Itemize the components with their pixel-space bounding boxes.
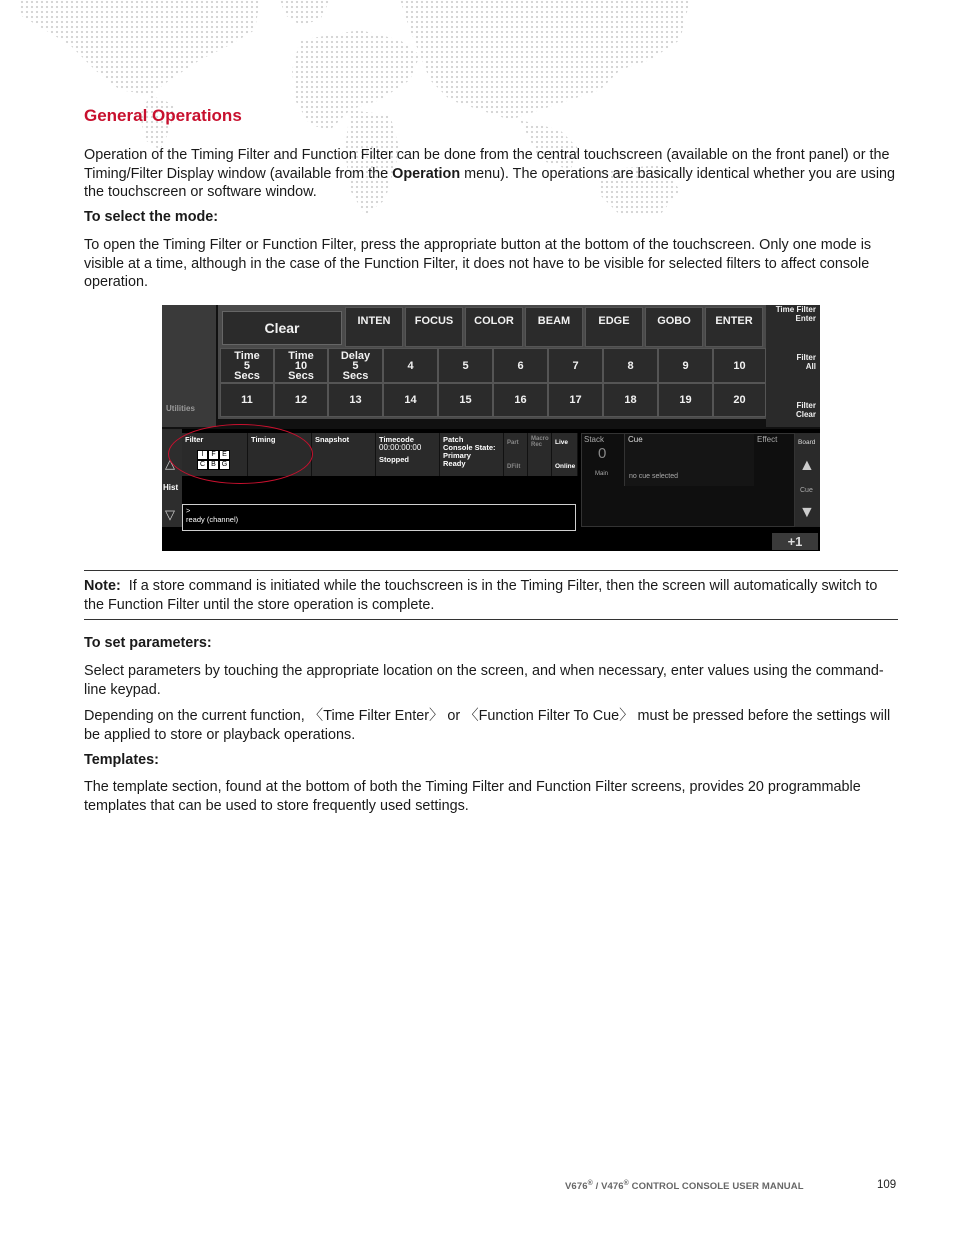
template-button-20[interactable]: 20 bbox=[713, 383, 766, 417]
intro-bold-operation: Operation bbox=[392, 165, 461, 182]
intro-paragraph bbox=[84, 146, 898, 202]
board-column bbox=[795, 433, 820, 527]
down-triangle-icon[interactable]: ▽ bbox=[165, 507, 175, 522]
footer-sep: / V476 bbox=[592, 1181, 624, 1193]
time-filter-enter-line1: Time Filter bbox=[775, 305, 816, 314]
template-1-line1: Time bbox=[234, 349, 260, 362]
intro-text-before: Operation of the Timing Filter and Function Filter can be done from the central touchscreen (available on the front panel) or the Timing/Filter Display window (available from the bbox=[84, 147, 890, 182]
category-beam-button[interactable]: BEAM bbox=[525, 307, 583, 347]
rec-label: Rec bbox=[531, 442, 543, 448]
command-prompt: > bbox=[186, 506, 191, 515]
category-gobo-button[interactable]: GOBO bbox=[645, 307, 703, 347]
stack-value: 0 bbox=[598, 445, 607, 462]
note-label: Note: bbox=[84, 578, 121, 594]
command-status: ready (channel) bbox=[186, 515, 239, 524]
template-2-line1: Time bbox=[288, 349, 314, 362]
template-button-17[interactable]: 17 bbox=[548, 383, 603, 417]
category-edge-button[interactable]: EDGE bbox=[585, 307, 643, 347]
template-button-11[interactable]: 11 bbox=[220, 383, 274, 417]
filter-all-line2: All bbox=[805, 361, 816, 371]
set-params-title: To set parameters: bbox=[84, 635, 212, 651]
part-label: Part bbox=[507, 440, 519, 446]
timecode-tab[interactable] bbox=[376, 433, 440, 476]
main-label: Main bbox=[595, 471, 609, 477]
filter-grid-f: F bbox=[208, 450, 219, 460]
template-button-3[interactable] bbox=[328, 348, 383, 383]
command-line[interactable] bbox=[182, 504, 576, 531]
playback-stack-area bbox=[581, 433, 795, 527]
console-state-ready: Ready bbox=[443, 459, 466, 468]
filter-all-line1: Filter bbox=[796, 353, 816, 362]
filter-grid-i: I bbox=[197, 450, 208, 460]
template-1-line3: Secs bbox=[234, 369, 260, 382]
patch-label: Patch bbox=[443, 435, 464, 444]
timecode-label: Timecode bbox=[379, 435, 414, 444]
cue-panel bbox=[624, 434, 754, 486]
note-text: If a store command is initiated while the touchscreen is in the Timing Filter, then the screen will automatically switch to the Function Filter until the store operation is complete. bbox=[84, 578, 878, 613]
cue-small-label: Cue bbox=[800, 487, 813, 494]
category-focus-button[interactable]: FOCUS bbox=[405, 307, 463, 347]
macro-rec-button[interactable] bbox=[528, 433, 552, 476]
timecode-value: 00:00:00:00 bbox=[379, 443, 422, 452]
templates-title: Templates: bbox=[84, 752, 159, 768]
up-triangle-icon[interactable]: △ bbox=[165, 456, 175, 471]
section-heading: General Operations bbox=[84, 106, 242, 125]
live-label: Live bbox=[555, 439, 569, 446]
template-button-2[interactable] bbox=[274, 348, 328, 383]
template-button-4[interactable]: 4 bbox=[383, 348, 438, 383]
filter-clear-line1: Filter bbox=[796, 401, 816, 410]
select-mode-title: To select the mode: bbox=[84, 209, 219, 225]
footer-rest: CONTROL CONSOLE USER MANUAL bbox=[628, 1181, 804, 1193]
category-color-button[interactable]: COLOR bbox=[465, 307, 523, 347]
template-button-12[interactable]: 12 bbox=[274, 383, 328, 417]
timecode-state: Stopped bbox=[379, 455, 409, 464]
note-top-rule bbox=[84, 570, 898, 571]
filter-tab-label: Filter bbox=[185, 435, 204, 444]
timing-tab[interactable]: Timing bbox=[248, 433, 312, 476]
dfilt-label: DFilt bbox=[507, 464, 521, 470]
filter-grid-b: B bbox=[208, 460, 219, 470]
filter-all-button[interactable] bbox=[796, 354, 816, 371]
select-mode-text: To open the Timing Filter or Function Filter, press the appropriate button at the bottom of the touchscreen. Only one mode is visible at a time, although in the case of the Function Filter, it does not have to be visible for selected filters to affect console operation. bbox=[84, 237, 872, 291]
template-button-14[interactable]: 14 bbox=[383, 383, 438, 417]
filter-clear-button[interactable] bbox=[796, 402, 816, 419]
highlight-oval bbox=[168, 424, 313, 484]
category-inten-button[interactable]: INTEN bbox=[345, 307, 403, 347]
template-button-10[interactable]: 10 bbox=[713, 348, 766, 383]
no-cue-selected-text: no cue selected bbox=[629, 473, 679, 480]
board-label: Board bbox=[798, 439, 816, 446]
template-button-9[interactable]: 9 bbox=[658, 348, 713, 383]
template-button-6[interactable]: 6 bbox=[493, 348, 548, 383]
template-button-15[interactable]: 15 bbox=[438, 383, 493, 417]
note-bottom-rule bbox=[84, 619, 898, 620]
template-3-line2: 5 bbox=[352, 359, 359, 372]
filter-grid-g: G bbox=[219, 460, 230, 470]
macro-label: Macro bbox=[531, 436, 549, 442]
footer-reg1: ® bbox=[587, 1180, 593, 1187]
time-filter-enter-button[interactable] bbox=[776, 306, 816, 323]
part-button[interactable] bbox=[504, 433, 528, 476]
console-state-primary: Primary bbox=[443, 451, 471, 460]
template-3-line1: Delay bbox=[340, 349, 371, 362]
footer-manual-title bbox=[565, 1180, 804, 1192]
console-state-label: Console State: bbox=[443, 443, 496, 452]
template-2-line3: Secs bbox=[288, 369, 314, 382]
page-number: 109 bbox=[877, 1179, 897, 1191]
template-button-16[interactable]: 16 bbox=[493, 383, 548, 417]
cue-down-icon[interactable]: ▼ bbox=[799, 504, 815, 521]
category-enter-button[interactable]: ENTER bbox=[705, 307, 763, 347]
live-online-button[interactable] bbox=[552, 433, 578, 476]
template-button-7[interactable]: 7 bbox=[548, 348, 603, 383]
template-2-line2: 10 bbox=[294, 359, 308, 372]
set-params-text1: Select parameters by touching the appropriate location on the screen, and when necessary, enter values using the command-line keypad. bbox=[84, 663, 884, 698]
template-3-line3: Secs bbox=[342, 369, 369, 382]
template-button-8[interactable]: 8 bbox=[603, 348, 658, 383]
plus-one-button[interactable]: +1 bbox=[772, 533, 818, 550]
footer-reg2: ® bbox=[623, 1180, 629, 1187]
right-column bbox=[766, 305, 820, 427]
timing-filter-grid bbox=[218, 305, 766, 419]
effect-label: Effect bbox=[757, 435, 778, 444]
filter-grid-c: C bbox=[197, 460, 208, 470]
clear-button[interactable]: Clear bbox=[222, 311, 342, 345]
template-button-19[interactable]: 19 bbox=[658, 383, 713, 417]
online-label: Online bbox=[555, 463, 576, 470]
utilities-label: Utilities bbox=[166, 404, 195, 413]
hist-label: Hist bbox=[163, 483, 179, 492]
template-button-5[interactable]: 5 bbox=[438, 348, 493, 383]
filter-clear-line2: Clear bbox=[795, 409, 816, 419]
snapshot-tab[interactable]: Snapshot bbox=[312, 433, 376, 476]
template-button-18[interactable]: 18 bbox=[603, 383, 658, 417]
template-1-line2: 5 bbox=[243, 359, 251, 372]
template-button-13[interactable]: 13 bbox=[328, 383, 383, 417]
cue-up-icon[interactable]: ▲ bbox=[799, 457, 815, 474]
template-button-1[interactable] bbox=[220, 348, 274, 383]
footer-model1: V676 bbox=[565, 1181, 588, 1193]
set-params-text2: Depending on the current function, 〈Time Filter Enter〉 or 〈Function Filter To Cue〉 must be pressed before the settings will be applied to store or playback operations. bbox=[84, 708, 891, 743]
patch-tab[interactable] bbox=[440, 433, 504, 476]
note-paragraph bbox=[84, 577, 898, 614]
templates-text: The template section, found at the bottom of both the Timing Filter and Function Filter screens, provides 20 programmable templates that can be used to store frequently used settings. bbox=[84, 779, 861, 814]
filter-grid-e: E bbox=[219, 450, 230, 460]
time-filter-enter-line2: Enter bbox=[795, 313, 816, 323]
left-column bbox=[162, 305, 216, 427]
intro-text-after: menu). The operations are basically identical whether you are using the touchscreen or software window. bbox=[84, 165, 896, 201]
stack-label: Stack bbox=[584, 435, 605, 444]
cue-label: Cue bbox=[628, 435, 643, 444]
